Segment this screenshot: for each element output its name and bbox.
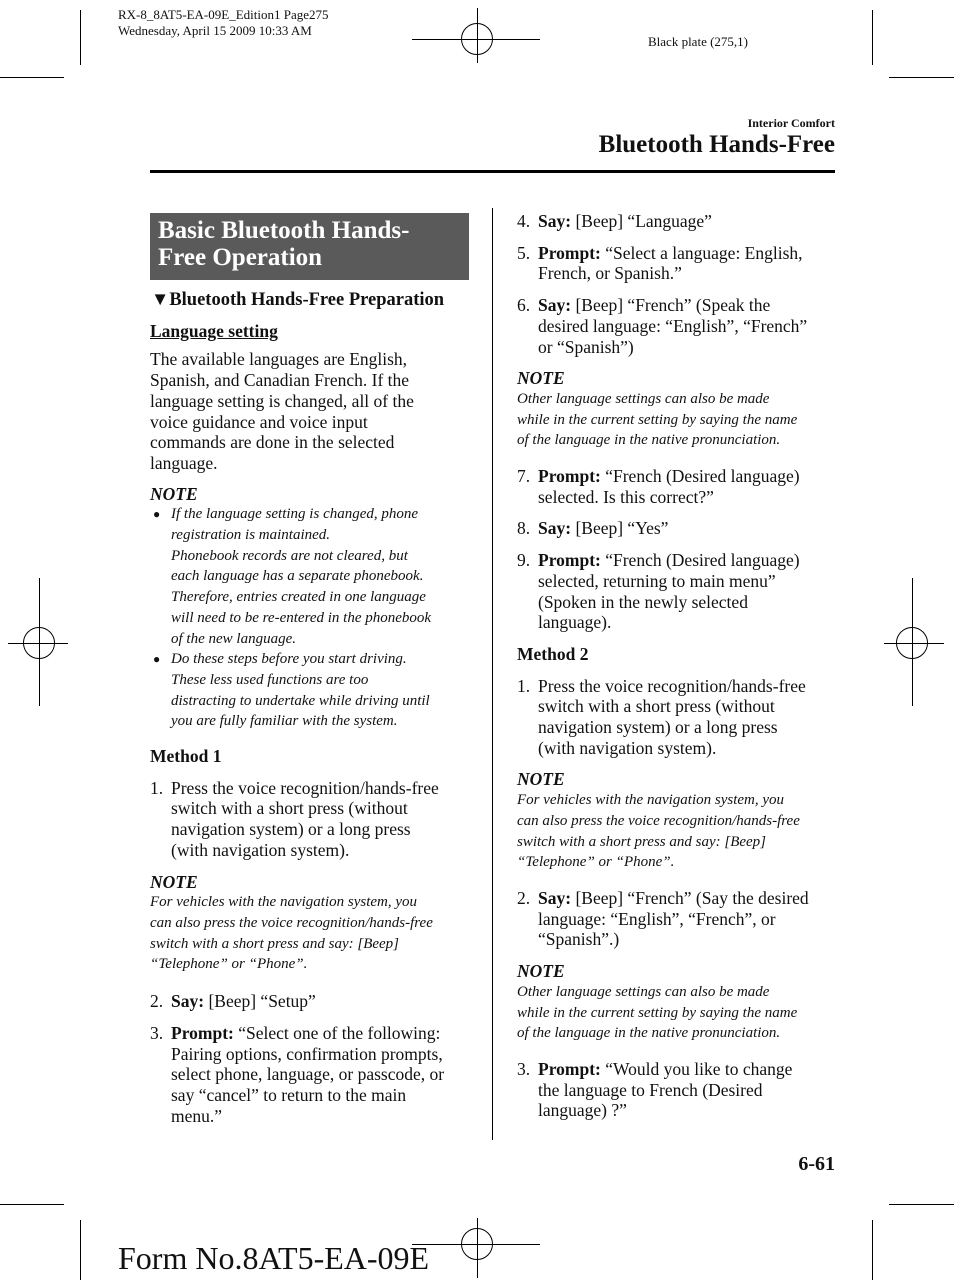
note-line: while in the current setting by saying the name <box>517 411 798 428</box>
step-item <box>517 466 847 507</box>
method2-label: Method 2 <box>517 643 589 664</box>
note-line: can also press the voice recognition/hands-free <box>150 914 433 931</box>
print-header-line2: Wednesday, April 15 2009 10:33 AM <box>118 23 312 38</box>
intro-line: language setting is changed, all of the <box>150 390 414 411</box>
step-number: 2. <box>150 991 164 1012</box>
step-number: 4. <box>517 211 531 231</box>
step-text: [Beep] “Language” <box>571 211 712 231</box>
step-line: language). <box>538 612 612 633</box>
note-line: of the language in the native pronunciation. <box>517 1025 781 1042</box>
step-number: 3. <box>517 1058 531 1079</box>
intro-paragraph <box>150 349 480 473</box>
step-line: Press the voice recognition/hands-free <box>538 675 806 696</box>
intro-line: Spanish, and Canadian French. If the <box>150 370 410 391</box>
right-column <box>517 211 847 1121</box>
note-line: each language has a separate phonebook. <box>171 568 424 585</box>
step-number: 5. <box>517 242 531 263</box>
step-keyword: Say: <box>538 887 572 908</box>
note-line: “Telephone” or “Phone”. <box>150 956 308 973</box>
step-keyword: Prompt: <box>538 1058 601 1079</box>
step-keyword: Say: <box>171 991 205 1012</box>
subheading-text: Bluetooth Hands-Free Preparation <box>169 290 445 310</box>
step-line: Pairing options, confirmation prompts, <box>171 1043 443 1064</box>
note-label: NOTE <box>517 961 565 982</box>
step-item <box>150 778 480 861</box>
step-line: Press the voice recognition/hands-free <box>171 777 439 798</box>
step-line: navigation system) or a long press <box>538 717 778 738</box>
plate-label: Black plate (275,1) <box>648 34 748 49</box>
step-line: (with navigation system). <box>171 839 350 860</box>
note-text <box>517 982 847 1044</box>
step-line: (Spoken in the newly selected <box>538 591 748 612</box>
note-line: registration is maintained. <box>171 527 331 544</box>
step-line: language) ?” <box>538 1100 627 1121</box>
note-bullet <box>150 649 480 732</box>
step-text: “French (Desired language) <box>600 550 800 571</box>
main-heading-line2: Free Operation <box>158 244 323 271</box>
note-text <box>517 389 847 451</box>
step-number: 1. <box>517 675 531 696</box>
note-line: Do these steps before you start driving. <box>171 651 407 668</box>
step-item <box>150 1023 480 1127</box>
step-line: (with navigation system). <box>538 737 717 758</box>
intro-line: commands are done in the selected <box>150 432 395 453</box>
note-line: Other language settings can also be made <box>517 983 770 1000</box>
note-label: NOTE <box>517 368 565 389</box>
step-line: desired language: “English”, “French” <box>538 315 808 336</box>
step-number: 1. <box>150 777 164 798</box>
step-item <box>517 211 847 232</box>
main-heading <box>150 213 469 280</box>
note-line: while in the current setting by saying the name <box>517 1004 798 1021</box>
intro-line: voice guidance and voice input <box>150 411 368 432</box>
print-header <box>118 7 329 39</box>
step-text: “Select one of the following: <box>233 1022 441 1043</box>
page-number: 6-61 <box>798 1153 835 1175</box>
step-keyword: Say: <box>538 211 572 231</box>
note-line: switch with a short press and say: [Beep] <box>150 935 400 952</box>
step-text: “Select a language: English, <box>600 242 803 263</box>
step-text: “French (Desired language) <box>600 466 800 487</box>
note-line: For vehicles with the navigation system, you <box>150 894 418 911</box>
intro-line: language. <box>150 452 218 473</box>
step-keyword: Say: <box>538 518 572 539</box>
step-text: [Beep] “Setup” <box>204 991 316 1012</box>
language-setting-label: Language setting <box>150 320 278 341</box>
step-number: 3. <box>150 1022 164 1043</box>
step-line: select phone, language, or passcode, or <box>171 1064 445 1085</box>
note-label: NOTE <box>150 871 198 892</box>
step-line: French, or Spanish.” <box>538 263 682 284</box>
step-text: [Beep] “French” (Say the desired <box>571 887 809 908</box>
step-line: selected, returning to main menu” <box>538 570 776 591</box>
step-text: “Would you like to change <box>600 1058 793 1079</box>
section-title: Bluetooth Hands-Free <box>598 131 835 158</box>
step-item <box>517 676 847 759</box>
note-text <box>150 892 480 975</box>
bullet-icon: ● <box>153 652 161 667</box>
step-item <box>150 991 480 1012</box>
note-line: of the new language. <box>171 630 296 647</box>
note-line: “Telephone” or “Phone”. <box>517 854 675 871</box>
note-line: These less used functions are too <box>171 671 369 688</box>
note-label: NOTE <box>150 483 198 504</box>
step-item <box>517 295 847 357</box>
note-line: can also press the voice recognition/hands-free <box>517 812 800 829</box>
note-line: distracting to undertake while driving until <box>171 692 430 709</box>
note-line: will need to be re-entered in the phonebook <box>171 609 432 626</box>
step-line: “Spanish”.) <box>538 929 620 950</box>
left-column <box>150 290 480 1126</box>
step-item <box>517 550 847 633</box>
print-header-line1: RX-8_8AT5-EA-09E_Edition1 Page275 <box>118 7 329 22</box>
note-line: If the language setting is changed, phone <box>171 506 419 523</box>
section-rule <box>150 170 835 173</box>
step-line: menu.” <box>171 1105 223 1126</box>
step-number: 7. <box>517 466 531 487</box>
triangle-down-icon: ▼ <box>151 290 170 310</box>
step-text: [Beep] “Yes” <box>571 518 669 539</box>
step-item <box>517 888 847 950</box>
note-line: you are fully familiar with the system. <box>171 713 398 730</box>
step-line: say “cancel” to return to the main <box>171 1084 407 1105</box>
step-number: 6. <box>517 295 531 316</box>
step-line: switch with a short press (without <box>171 798 408 819</box>
step-line: selected. Is this correct?” <box>538 486 714 507</box>
form-number: Form No.8AT5-EA-09E <box>118 1240 430 1276</box>
main-heading-line1: Basic Bluetooth Hands- <box>158 217 410 244</box>
note-line: For vehicles with the navigation system, you <box>517 792 785 809</box>
section-category: Interior Comfort <box>747 116 835 130</box>
step-keyword: Prompt: <box>171 1022 234 1043</box>
note-line: of the language in the native pronunciation. <box>517 432 781 449</box>
intro-line: The available languages are English, <box>150 349 408 370</box>
step-line: switch with a short press (without <box>538 696 775 717</box>
note-bullets <box>150 504 480 732</box>
note-label: NOTE <box>517 769 565 790</box>
step-line: navigation system) or a long press <box>171 819 411 840</box>
step-keyword: Prompt: <box>538 466 601 487</box>
step-number: 8. <box>517 518 531 539</box>
subheading <box>151 290 480 311</box>
step-line: or “Spanish”) <box>538 336 634 357</box>
note-line: Therefore, entries created in one language <box>171 589 426 606</box>
step-item <box>517 518 847 539</box>
bullet-icon: ● <box>153 507 161 522</box>
note-text <box>517 790 847 873</box>
step-keyword: Say: <box>538 295 572 316</box>
step-number: 9. <box>517 550 531 571</box>
note-line: Other language settings can also be made <box>517 390 770 407</box>
step-item <box>517 243 847 284</box>
note-line: switch with a short press and say: [Beep] <box>517 833 767 850</box>
step-keyword: Prompt: <box>538 550 601 571</box>
step-keyword: Prompt: <box>538 242 601 263</box>
step-item <box>517 1059 847 1121</box>
note-line: Phonebook records are not cleared, but <box>171 547 408 564</box>
method1-label: Method 1 <box>150 746 222 767</box>
step-number: 2. <box>517 887 531 908</box>
column-divider <box>492 208 493 1140</box>
step-line: language: “English”, “French”, or <box>538 908 776 929</box>
step-text: [Beep] “French” (Speak the <box>571 295 771 316</box>
note-bullet <box>150 504 480 649</box>
step-line: the language to French (Desired <box>538 1079 763 1100</box>
